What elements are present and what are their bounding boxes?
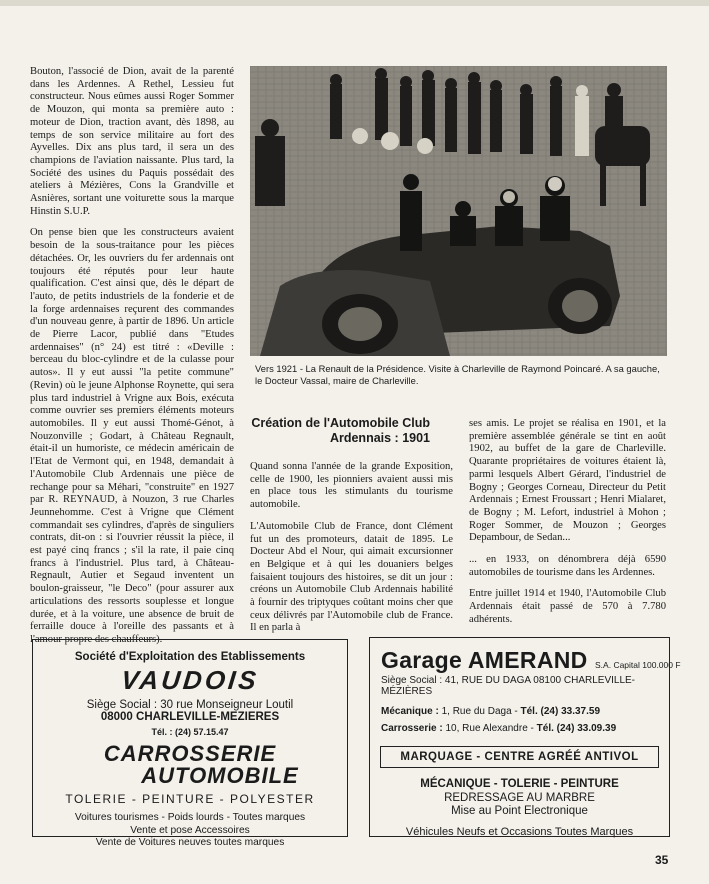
section-heading: Création de l'Automobile Club Ardennais : 1901 bbox=[251, 416, 430, 445]
ad-phone-label: Tél. : bbox=[151, 727, 173, 737]
ad-sales-line: Vente de Voitures neuves toutes marques bbox=[95, 837, 285, 848]
ad-row-address: 10, Rue Alexandre - bbox=[442, 723, 537, 734]
ad-mecanique-row bbox=[381, 706, 669, 717]
article-paragraph: ... en 1933, on dénombrera déjà 6590 automobiles de tourisme dans les Ardennes. bbox=[469, 554, 666, 578]
ad-header bbox=[381, 647, 681, 674]
advertisement-amerand bbox=[369, 637, 681, 838]
ad-vehicles: Véhicules Neufs et Occasions Toutes Marques bbox=[405, 825, 634, 838]
ad-sales-line: Voitures tourismes - Poids lourds - Toutes marques bbox=[74, 812, 306, 823]
ad-city: 08000 CHARLEVILLE-MEZIERES bbox=[100, 711, 280, 723]
ad-brand-name: Garage AMERAND bbox=[381, 647, 588, 673]
ad-address: Siège Social : 41, RUE DU DAGA 08100 CHARLEVILLE-MÉZIÈRES bbox=[381, 675, 636, 697]
ad-row-address: 1, Rue du Daga - bbox=[438, 706, 521, 717]
ad-automobile-title: AUTOMOBILE bbox=[141, 763, 299, 788]
ad-electronique: Mise au Point Electronique bbox=[451, 805, 588, 817]
ad-carrosserie-row bbox=[381, 723, 669, 734]
ad-redressage: REDRESSAGE AU MARBRE bbox=[444, 791, 595, 804]
ad-carrosserie-title: CARROSSERIE bbox=[103, 741, 277, 766]
article-paragraph: On pense bien que les constructeurs avaient besoin de la sous-traitance pour les pièces détachées. Or, les ouvriers du fer ardennais ont toujours été réputés pour leur haute qualification. C'est ainsi que, dès le départ de l'auto, de petits industriels de la fonderie et de la forge ardennaises reçurent des commandes d'un nouveau genre, à partir de 1896. Un article de Pierre Lacor, publié dans "Etudes ardennaises" (n° 24) est titré : «Deville : berceau du bloc-cylindre et de la culasse pour autos». Il y eut aussi "la petite commune" (Revin) où le jeune Alphonse Roynette, qui sera plus tard industriel à Vrigne aux Bois, exécuta comme ouvrier ses premiers éléments moteurs automobiles. Il y eut aussi Thomé-Génot, à Nouzonville ; Godart, à Château Regnault, était-il un humoriste, ce médecin américain de l'Etat de Vermont qui, en 1948, demandait à l'Automobile Club Ardennais une pièce de rechange pour sa Méhari, "construite" en 1927 par R. REYNAUD, à Nouzon, 3 rue Charles Jeunnehomme. C'est à Vrigne que Clément commandait ses cylindres, d'après de singuliers contrats, dit-on : si l'ouvrier réussit la pièce, il est payé cinq francs ; s'il la rate, il paie cinq francs à l'industriel. Plus tard, à Château-Regnault, Autier et Segaud inventent un boulon-graisseur, "le Deco" (pour assurer aux articulations des ressorts souplesse et longue durée, et à la voiture, une absence de bruit de ferraille douce à l'oreille des passants et à l'amour propre des chauffeurs). bbox=[30, 227, 234, 645]
article-column-3 bbox=[469, 418, 666, 636]
ad-address: Siège Social : 30 rue Monseigneur Loutil bbox=[86, 699, 294, 711]
ad-antivol-box: MARQUAGE - CENTRE AGRÉÉ ANTIVOL bbox=[380, 746, 659, 768]
article-paragraph: L'Automobile Club de France, dont Clément fut un des promoteurs, datait de 1895. Le Docteur Abd el Nour, qui aimait excursionner en Belgique et à qui les douaniers belges faisaient toujours des histoires, se dit un jour : créons un Automobile Club Ardennais habilité à fournir des triptyques coûtant moins cher que ceux délivrés par l'Automobile club de France. Il en parla à bbox=[250, 520, 453, 634]
ad-row-label: Carrosserie : bbox=[381, 723, 443, 734]
article-column-1 bbox=[30, 66, 234, 656]
ad-capital: S.A. Capital 100.000 F bbox=[595, 660, 681, 670]
ad-company-line: Société d'Exploitation des Etablissements bbox=[74, 651, 306, 663]
article-paragraph: Bouton, l'associé de Dion, avait de la parenté dans les Ardennes. A Rethel, Lessieu fut constructeur. Nous eûmes aussi Roger Sommer de Mouzon, qui monta sa première auto : moteur de Dion, traction avant, dès 1898, au temps de son service militaire au fort des Ayvelles. Dix ans plus tard, il sera un des champions de l'aviation naissante. Plus tard, la Société des usines du Paquis possédait des ateliers à Mézières, Cons la Grandville et Asnières, sortant une voiturette sous la marque Hinstin S.U.P. bbox=[30, 66, 234, 217]
ad-row-phone: Tél. (24) 33.09.39 bbox=[536, 723, 617, 734]
historical-photo bbox=[250, 66, 667, 356]
ad-services: MÉCANIQUE - TOLERIE - PEINTURE bbox=[420, 778, 619, 790]
ad-phone bbox=[33, 727, 347, 737]
article-paragraph: Entre juillet 1914 et 1940, l'Automobile Club Ardennais était passé de 570 à 7.780 adhérents. bbox=[469, 588, 666, 625]
article-column-2 bbox=[250, 461, 453, 644]
ad-phone-number: (24) 57.15.47 bbox=[174, 727, 229, 737]
page-top-edge bbox=[0, 0, 709, 6]
ad-row-phone: Tél. (24) 33.37.59 bbox=[520, 706, 601, 717]
page-number: 35 bbox=[655, 853, 669, 867]
ad-trades: TOLERIE - PEINTURE - POLYESTER bbox=[65, 792, 315, 806]
photo-caption: Vers 1921 - La Renault de la Présidence. Visite à Charleville de Raymond Poincaré. A sa gauche, le Docteur Vassal, maire de Charleville. bbox=[255, 363, 660, 386]
advertisement-vaudois bbox=[32, 639, 348, 848]
article-paragraph: ses amis. Le projet se réalisa en 1901, et la première assemblée générale se tint en août 1902, au buffet de la gare de Charleville. Quarante propriétaires de voitures étaient là, parmi lesquels Albert Gérard, l'industriel de Bogny ; Georges Corneau, Directeur du Petit Ardennais ; Ernest Froussart ; Henri Mialaret, de Bogny ; M. Lefort, industriel à Mohon ; Roger Sommer, de Mouzon ; Georges Depambour, de Sedan... bbox=[469, 418, 666, 544]
photo-illustration bbox=[250, 66, 667, 356]
ad-sales-line: Vente et pose Accessoires bbox=[130, 824, 250, 836]
ad-brand-name: VAUDOIS bbox=[119, 665, 261, 695]
article-paragraph: Quand sonna l'année de la grande Exposition, celle de 1900, les pionniers avaient aussi mis en place tous les stimulants du tourisme automobile. bbox=[250, 461, 453, 511]
ad-row-label: Mécanique : bbox=[381, 706, 439, 717]
